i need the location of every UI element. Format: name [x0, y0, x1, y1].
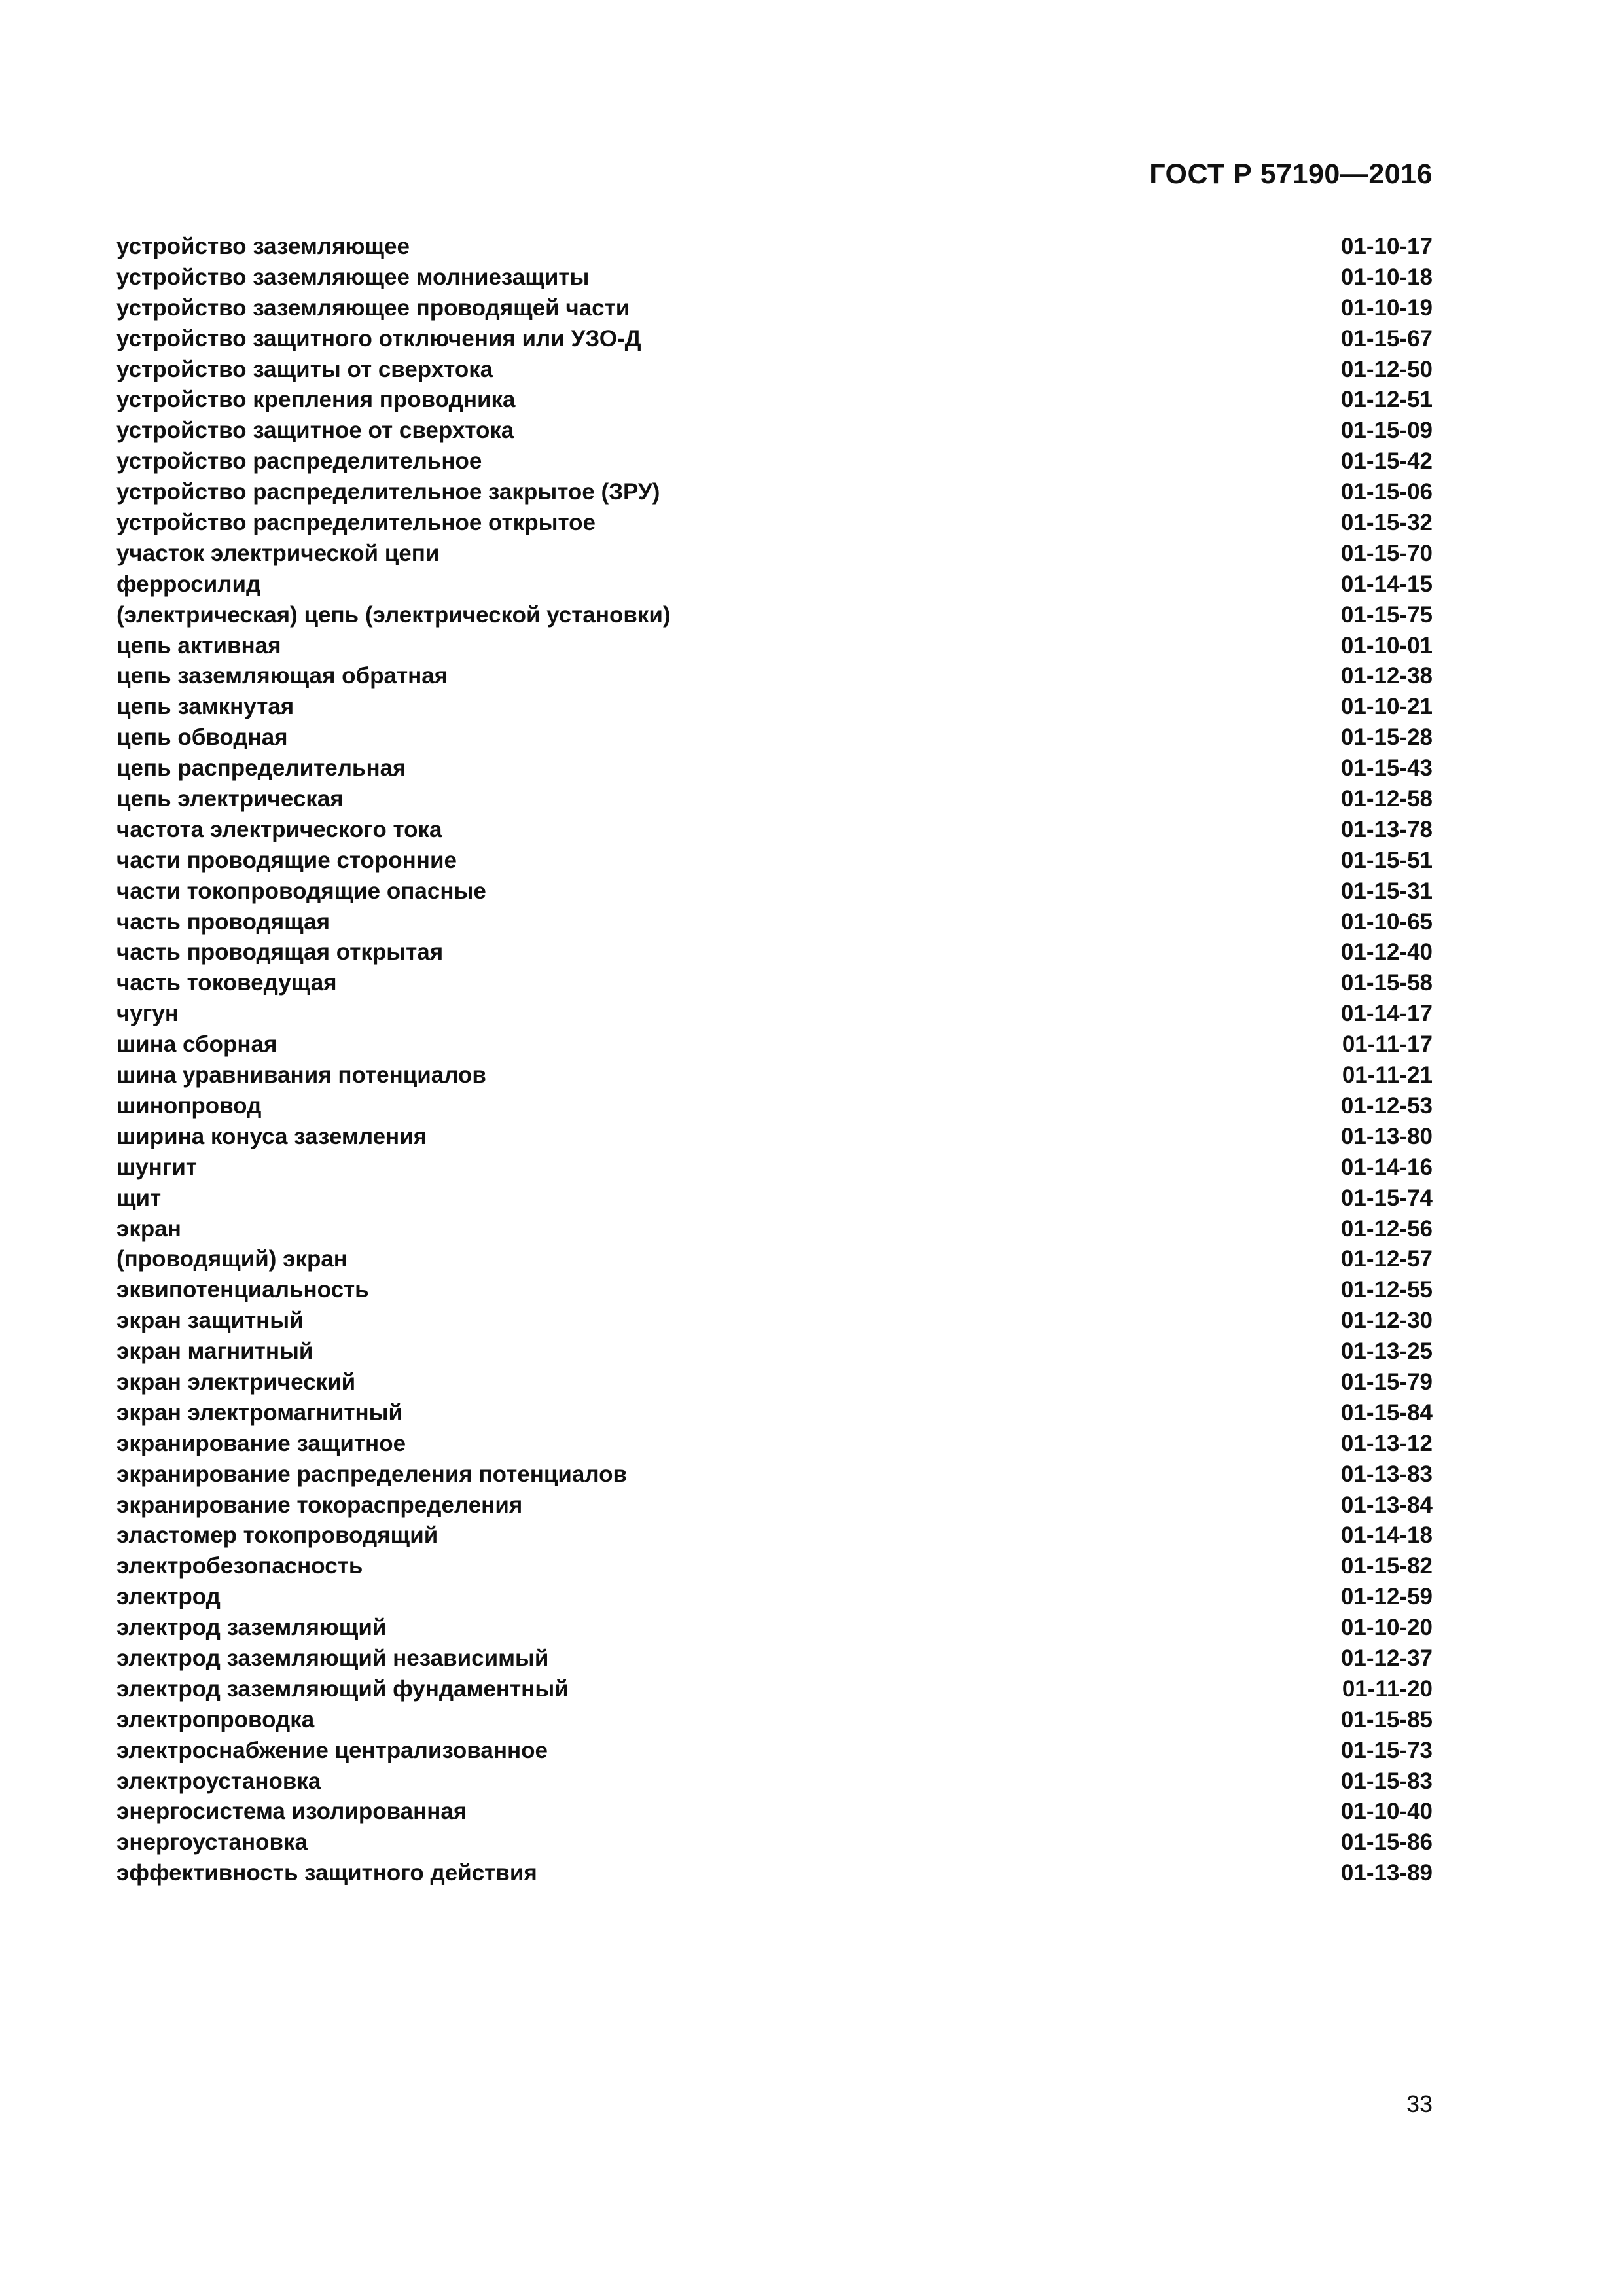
index-term: часть токоведущая: [116, 970, 337, 996]
index-term: часть проводящая открытая: [116, 939, 444, 965]
index-code: 01-13-78: [1340, 816, 1433, 842]
index-term: (электрическая) цепь (электрической установки): [116, 601, 671, 628]
index-code: 01-10-20: [1340, 1615, 1433, 1641]
index-term: электропроводка: [116, 1706, 315, 1732]
index-term: ферросилид: [116, 571, 261, 597]
index-code: 01-10-17: [1340, 234, 1433, 259]
index-entry: [116, 907, 1433, 938]
index-code: 01-12-57: [1340, 1246, 1433, 1272]
index-term: устройство заземляющее проводящей части: [116, 295, 630, 321]
index-entry: [116, 753, 1433, 784]
index-code: 01-15-51: [1340, 847, 1433, 873]
index-term: цепь заземляющая обратная: [116, 663, 448, 689]
index-term: электробезопасность: [116, 1553, 363, 1579]
index-code: 01-10-65: [1340, 908, 1433, 935]
index-entry: [116, 1674, 1433, 1705]
index-code: 01-15-85: [1340, 1706, 1433, 1732]
index-term: экранирование защитное: [116, 1430, 406, 1456]
index-code: 01-15-09: [1340, 418, 1433, 444]
index-code: 01-10-19: [1340, 295, 1433, 321]
index-code: 01-13-84: [1340, 1492, 1433, 1518]
index-code: 01-12-37: [1340, 1645, 1433, 1671]
index-entry: [116, 416, 1433, 446]
index-entry: [116, 1767, 1433, 1797]
index-term: части токопроводящие опасные: [116, 878, 486, 904]
index-entry: [116, 1336, 1433, 1367]
index-entry: [116, 999, 1433, 1030]
index-code: 01-14-16: [1340, 1154, 1433, 1180]
index-entry: [116, 968, 1433, 999]
index-entry: [116, 1122, 1433, 1153]
index-term: экран магнитный: [116, 1338, 313, 1365]
index-entry: [116, 1367, 1433, 1398]
index-entry: [116, 232, 1433, 262]
index-code: 01-15-58: [1340, 970, 1433, 996]
index-term: цепь замкнутая: [116, 694, 294, 720]
index-code: 01-13-83: [1340, 1461, 1433, 1487]
index-term: устройство распределительное: [116, 448, 482, 475]
index-code: 01-15-70: [1340, 540, 1433, 566]
index-code: 01-11-17: [1342, 1031, 1433, 1058]
index-term: (проводящий) экран: [116, 1246, 348, 1272]
index-entry: [116, 355, 1433, 386]
index-code: 01-12-51: [1340, 387, 1433, 413]
index-term: шина уравнивания потенциалов: [116, 1062, 486, 1088]
index-term: цепь распределительная: [116, 755, 406, 781]
index-code: 01-12-55: [1340, 1277, 1433, 1303]
index-code: 01-12-53: [1340, 1092, 1433, 1119]
index-entry: [116, 784, 1433, 815]
index-term: цепь активная: [116, 632, 281, 658]
index-entry: [116, 1551, 1433, 1582]
index-entry: [116, 1582, 1433, 1613]
index-code: 01-14-18: [1340, 1522, 1433, 1549]
index-entry: [116, 1490, 1433, 1521]
index-code: 01-15-32: [1340, 510, 1433, 536]
index-term: шина сборная: [116, 1031, 277, 1058]
index-term: устройство защитное от сверхтока: [116, 418, 514, 444]
index-term: экранирование токораспределения: [116, 1492, 523, 1518]
index-entry: [116, 600, 1433, 631]
index-term: ширина конуса заземления: [116, 1123, 427, 1149]
index-entry: [116, 1429, 1433, 1460]
index-code: 01-11-20: [1342, 1676, 1433, 1702]
index-entry: [116, 661, 1433, 692]
index-term: экран электрический: [116, 1369, 356, 1395]
index-term: энергосистема изолированная: [116, 1799, 467, 1825]
index-code: 01-15-31: [1340, 878, 1433, 904]
index-entry: [116, 1736, 1433, 1767]
index-entry: [116, 846, 1433, 876]
index-entry: [116, 1613, 1433, 1643]
index-code: 01-13-80: [1340, 1123, 1433, 1149]
index-entry: [116, 723, 1433, 753]
index-entry: [116, 1153, 1433, 1183]
index-code: 01-15-83: [1340, 1768, 1433, 1794]
index-entry: [116, 1275, 1433, 1306]
index-entry: [116, 385, 1433, 416]
index-term: экран: [116, 1215, 181, 1242]
index-entry: [116, 293, 1433, 324]
index-entry: [116, 1827, 1433, 1858]
index-entry: [116, 1183, 1433, 1214]
index-entry: [116, 1705, 1433, 1736]
index-term: эквипотенциальность: [116, 1277, 369, 1303]
index-entry: [116, 1858, 1433, 1889]
index-term: частота электрического тока: [116, 816, 442, 842]
term-index-list: [116, 232, 1433, 1889]
index-term: устройство распределительное закрытое (ЗРУ): [116, 479, 660, 505]
index-entry: [116, 1030, 1433, 1060]
index-entry: [116, 937, 1433, 968]
index-code: 01-12-38: [1340, 663, 1433, 689]
index-code: 01-14-15: [1340, 571, 1433, 597]
index-entry: [116, 569, 1433, 600]
index-term: щит: [116, 1185, 162, 1211]
index-entry: [116, 1643, 1433, 1674]
index-code: 01-13-89: [1340, 1860, 1433, 1886]
index-code: 01-15-74: [1340, 1185, 1433, 1211]
page-number: 33: [1406, 2090, 1433, 2117]
index-term: устройство защиты от сверхтока: [116, 356, 493, 382]
index-term: эластомер токопроводящий: [116, 1522, 438, 1549]
index-term: электроснабжение централизованное: [116, 1737, 548, 1763]
index-entry: [116, 631, 1433, 662]
index-entry: [116, 539, 1433, 569]
index-code: 01-15-67: [1340, 325, 1433, 351]
index-code: 01-12-58: [1340, 786, 1433, 812]
index-term: эффективность защитного действия: [116, 1860, 537, 1886]
index-entry: [116, 1460, 1433, 1490]
index-term: энергоустановка: [116, 1829, 308, 1856]
index-code: 01-15-43: [1340, 755, 1433, 781]
index-entry: [116, 1060, 1433, 1091]
index-term: устройство защитного отключения или УЗО-Д: [116, 325, 641, 351]
index-code: 01-12-30: [1340, 1308, 1433, 1334]
index-entry: [116, 1214, 1433, 1245]
index-term: устройство заземляющее: [116, 234, 410, 259]
index-entry: [116, 1398, 1433, 1429]
index-entry: [116, 692, 1433, 723]
index-code: 01-15-06: [1340, 479, 1433, 505]
index-code: 01-12-56: [1340, 1215, 1433, 1242]
standard-designation: ГОСТ Р 57190—2016: [1149, 158, 1433, 190]
index-entry: [116, 815, 1433, 846]
index-code: 01-15-28: [1340, 725, 1433, 751]
index-code: 01-14-17: [1340, 1001, 1433, 1027]
index-code: 01-15-86: [1340, 1829, 1433, 1856]
index-term: устройство распределительное открытое: [116, 510, 596, 536]
index-code: 01-15-84: [1340, 1399, 1433, 1426]
index-term: экран защитный: [116, 1308, 304, 1334]
index-code: 01-15-82: [1340, 1553, 1433, 1579]
index-term: шинопровод: [116, 1092, 262, 1119]
index-term: устройство крепления проводника: [116, 387, 516, 413]
index-term: шунгит: [116, 1154, 198, 1180]
index-term: электроустановка: [116, 1768, 321, 1794]
index-code: 01-10-40: [1340, 1799, 1433, 1825]
index-code: 01-10-21: [1340, 694, 1433, 720]
index-entry: [116, 477, 1433, 508]
index-code: 01-10-18: [1340, 264, 1433, 290]
index-term: электрод заземляющий фундаментный: [116, 1676, 569, 1702]
index-entry: [116, 1797, 1433, 1827]
index-code: 01-15-73: [1340, 1737, 1433, 1763]
index-term: экранирование распределения потенциалов: [116, 1461, 628, 1487]
index-term: часть проводящая: [116, 908, 330, 935]
index-term: цепь электрическая: [116, 786, 344, 812]
index-term: участок электрической цепи: [116, 540, 440, 566]
index-term: электрод: [116, 1584, 221, 1610]
index-entry: [116, 1091, 1433, 1122]
index-entry: [116, 324, 1433, 355]
index-code: 01-13-12: [1340, 1430, 1433, 1456]
index-entry: [116, 1306, 1433, 1336]
index-entry: [116, 1520, 1433, 1551]
index-term: электрод заземляющий: [116, 1615, 387, 1641]
index-code: 01-15-75: [1340, 601, 1433, 628]
index-term: чугун: [116, 1001, 179, 1027]
index-entry: [116, 262, 1433, 293]
index-code: 01-12-40: [1340, 939, 1433, 965]
index-term: устройство заземляющее молниезащиты: [116, 264, 590, 290]
index-code: 01-15-79: [1340, 1369, 1433, 1395]
index-entry: [116, 876, 1433, 907]
index-term: цепь обводная: [116, 725, 288, 751]
index-entry: [116, 446, 1433, 477]
index-code: 01-13-25: [1340, 1338, 1433, 1365]
index-code: 01-12-50: [1340, 356, 1433, 382]
index-term: экран электромагнитный: [116, 1399, 403, 1426]
index-code: 01-12-59: [1340, 1584, 1433, 1610]
index-code: 01-15-42: [1340, 448, 1433, 475]
index-code: 01-10-01: [1340, 632, 1433, 658]
index-entry: [116, 508, 1433, 539]
index-entry: [116, 1244, 1433, 1275]
index-term: электрод заземляющий независимый: [116, 1645, 549, 1671]
index-code: 01-11-21: [1342, 1062, 1433, 1088]
index-term: части проводящие сторонние: [116, 847, 457, 873]
